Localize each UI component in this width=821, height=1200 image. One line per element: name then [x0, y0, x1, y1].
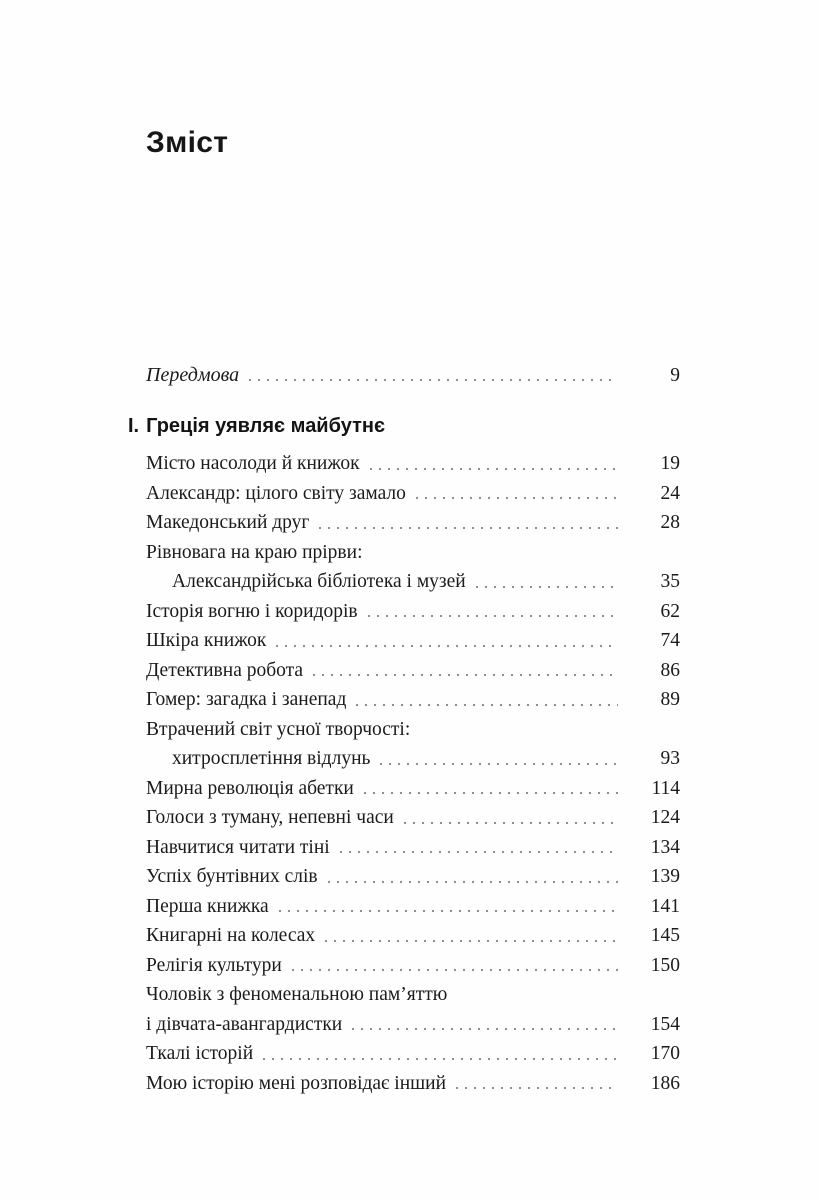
- toc-line: [146, 685, 680, 715]
- page-number: 74: [660, 630, 680, 651]
- page-number: 186: [650, 1072, 680, 1094]
- toc-line: [146, 774, 680, 804]
- chapter-title: Книгарні на колесах: [146, 925, 316, 946]
- page-number: 28: [660, 512, 680, 533]
- page-number: 86: [660, 659, 680, 681]
- chapter-title: Ткалі історій: [146, 1043, 254, 1064]
- chapter-title: Перша книжка: [146, 895, 269, 917]
- toc-line: [146, 921, 680, 951]
- dotted-leader: [276, 645, 618, 647]
- dotted-leader: [319, 527, 618, 529]
- dotted-leader: [380, 763, 618, 765]
- toc-line: [146, 1069, 680, 1099]
- toc-line: [146, 538, 680, 568]
- toc-line: [146, 951, 680, 981]
- chapter-title: Шкіра книжок: [146, 630, 267, 651]
- toc-line: [146, 656, 680, 686]
- dotted-leader: [325, 940, 618, 942]
- page-number: 9: [670, 365, 680, 386]
- page-title: Зміст: [146, 126, 229, 160]
- page-number: 139: [650, 866, 680, 887]
- toc-line: [146, 1039, 680, 1069]
- toc-line: [146, 508, 680, 538]
- toc-line: [146, 862, 680, 892]
- toc-line: [146, 892, 680, 922]
- page-number: 150: [650, 954, 680, 976]
- dotted-leader: [263, 1058, 618, 1060]
- dotted-leader: [456, 1087, 618, 1089]
- toc-line: [146, 597, 680, 627]
- page-number: 24: [660, 482, 680, 504]
- page-number: 62: [660, 600, 680, 622]
- dotted-leader: [340, 851, 618, 853]
- toc-line: [146, 567, 680, 597]
- toc-line: [146, 626, 680, 656]
- page-number: 19: [660, 453, 680, 474]
- chapter-title: Мирна революція абетки: [146, 777, 354, 799]
- page-number: 93: [660, 748, 680, 769]
- chapter-title: Чоловік з феноменальною пам’яттю: [146, 984, 448, 1005]
- chapter-title: Рівновага на краю прірви:: [146, 541, 363, 563]
- page-number: 154: [650, 1013, 680, 1035]
- dotted-leader: [368, 615, 618, 617]
- toc-line: [146, 803, 680, 833]
- toc-line: [146, 449, 680, 479]
- page-number: 35: [660, 571, 680, 592]
- chapter-title: Александр: цілого світу замало: [146, 482, 406, 504]
- chapter-title: Втрачений світ усної творчості:: [146, 718, 411, 740]
- chapter-title: Мою історію мені розповідає інший: [146, 1072, 447, 1094]
- chapter-title: Македонський друг: [146, 512, 310, 533]
- toc-line: [146, 1010, 680, 1040]
- chapter-title: Успіх бунтівних слів: [146, 866, 318, 887]
- section-title: Греція уявляє майбутнє: [146, 415, 385, 437]
- toc-line: [146, 715, 680, 745]
- chapter-title: Навчитися читати тіні: [146, 836, 330, 858]
- page-number: 114: [651, 777, 680, 799]
- chapter-title: Гомер: загадка і занепад: [146, 689, 347, 710]
- dotted-leader: [328, 881, 618, 883]
- dotted-leader: [292, 969, 618, 971]
- page-number: 141: [650, 895, 680, 917]
- page-number: 89: [660, 689, 680, 710]
- preface-label: Передмова: [146, 364, 240, 386]
- toc-list: [146, 449, 680, 1098]
- section-number: І.: [128, 415, 140, 437]
- chapter-title: Александрійська бібліотека і музей: [172, 571, 466, 592]
- dotted-leader: [279, 910, 618, 912]
- chapter-title: Релігія культури: [146, 954, 282, 976]
- dotted-leader: [404, 822, 618, 824]
- preface-entry: [146, 362, 680, 389]
- page-number: 124: [650, 807, 680, 828]
- dotted-leader: [313, 674, 618, 676]
- chapter-title: і дівчата-авангардистки: [146, 1013, 343, 1035]
- page-number: 134: [650, 836, 680, 858]
- toc-line: [146, 833, 680, 863]
- chapter-title: Історія вогню і коридорів: [146, 600, 358, 622]
- chapter-title: Місто насолоди й книжок: [146, 453, 360, 474]
- chapter-title: хитросплетіння відлунь: [172, 748, 371, 769]
- page-number: 170: [650, 1043, 680, 1064]
- chapter-title: Голоси з туману, непевні часи: [146, 807, 394, 828]
- toc-line: [146, 479, 680, 509]
- section-heading: [128, 414, 385, 439]
- dotted-leader: [352, 1028, 618, 1030]
- toc-line: [146, 980, 680, 1010]
- page-number: 145: [650, 925, 680, 946]
- dotted-leader: [416, 497, 618, 499]
- dotted-leader: [476, 586, 618, 588]
- toc-line: [146, 744, 680, 774]
- dotted-leader: [364, 792, 618, 794]
- dotted-leader: [356, 704, 618, 706]
- dotted-leader: [370, 468, 618, 470]
- chapter-title: Детективна робота: [146, 659, 304, 681]
- dotted-leader: [249, 379, 618, 381]
